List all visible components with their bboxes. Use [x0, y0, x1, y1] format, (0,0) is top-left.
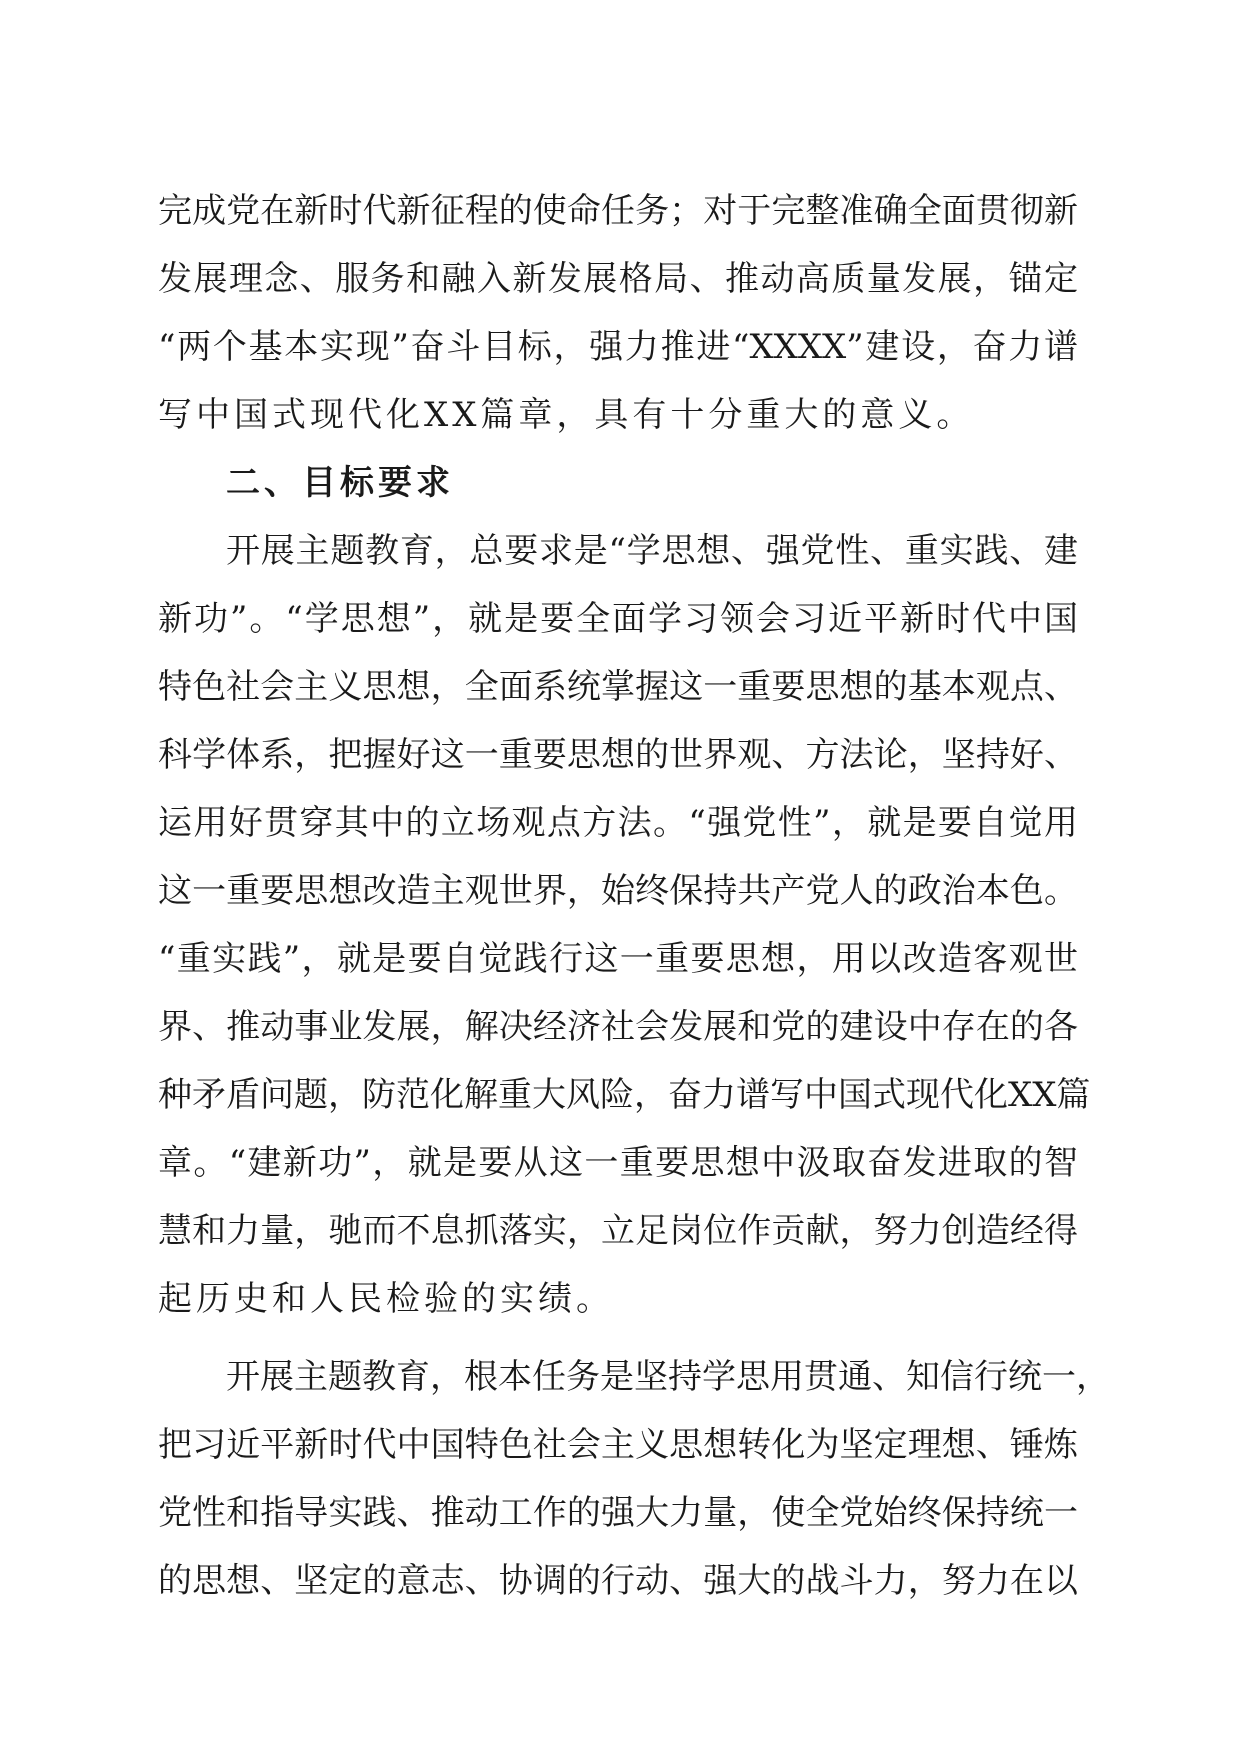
body-text-line: 的思想、坚定的意志、协调的行动、强大的战斗力，努力在以: [158, 1561, 1078, 1601]
body-text-line: “两个基本实现”奋斗目标，强力推进“XXXX”建设，奋力谱: [158, 327, 1078, 367]
body-text-line: 党性和指导实践、推动工作的强大力量，使全党始终保持统一: [158, 1493, 1078, 1533]
body-text-line: “重实践”，就是要自觉践行这一重要思想，用以改造客观世: [158, 939, 1078, 979]
body-text-line: 开展主题教育，总要求是“学思想、强党性、重实践、建: [226, 531, 1078, 571]
body-text-line: 这一重要思想改造主观世界，始终保持共产党人的政治本色。: [158, 871, 1078, 911]
body-text-line: 科学体系，把握好这一重要思想的世界观、方法论，坚持好、: [158, 735, 1078, 775]
body-text-line: 发展理念、服务和融入新发展格局、推动高质量发展，锚定: [158, 259, 1078, 299]
body-text-line: 特色社会主义思想，全面系统掌握这一重要思想的基本观点、: [158, 667, 1078, 707]
body-text-line: 界、推动事业发展，解决经济社会发展和党的建设中存在的各: [158, 1007, 1078, 1047]
body-text-line: 起历史和人民检验的实绩。: [158, 1279, 614, 1319]
body-text-line: 把习近平新时代中国特色社会主义思想转化为坚定理想、锤炼: [158, 1425, 1078, 1465]
body-text-line: 种矛盾问题，防范化解重大风险，奋力谱写中国式现代化XX篇: [158, 1075, 1091, 1115]
body-text-line: 写中国式现代化XX篇章，具有十分重大的意义。: [158, 395, 975, 435]
body-text-line: 开展主题教育，根本任务是坚持学思用贯通、知信行统一，: [226, 1357, 1110, 1397]
body-text-line: 新功”。“学思想”，就是要全面学习领会习近平新时代中国: [158, 599, 1078, 639]
section-heading: 二、目标要求: [226, 463, 454, 503]
body-text-line: 运用好贯穿其中的立场观点方法。“强党性”，就是要自觉用: [158, 803, 1078, 843]
body-text-line: 完成党在新时代新征程的使命任务；对于完整准确全面贯彻新: [158, 191, 1078, 231]
body-text-line: 章。“建新功”，就是要从这一重要思想中汲取奋发进取的智: [158, 1143, 1078, 1183]
body-text-line: 慧和力量，驰而不息抓落实，立足岗位作贡献，努力创造经得: [158, 1211, 1078, 1251]
